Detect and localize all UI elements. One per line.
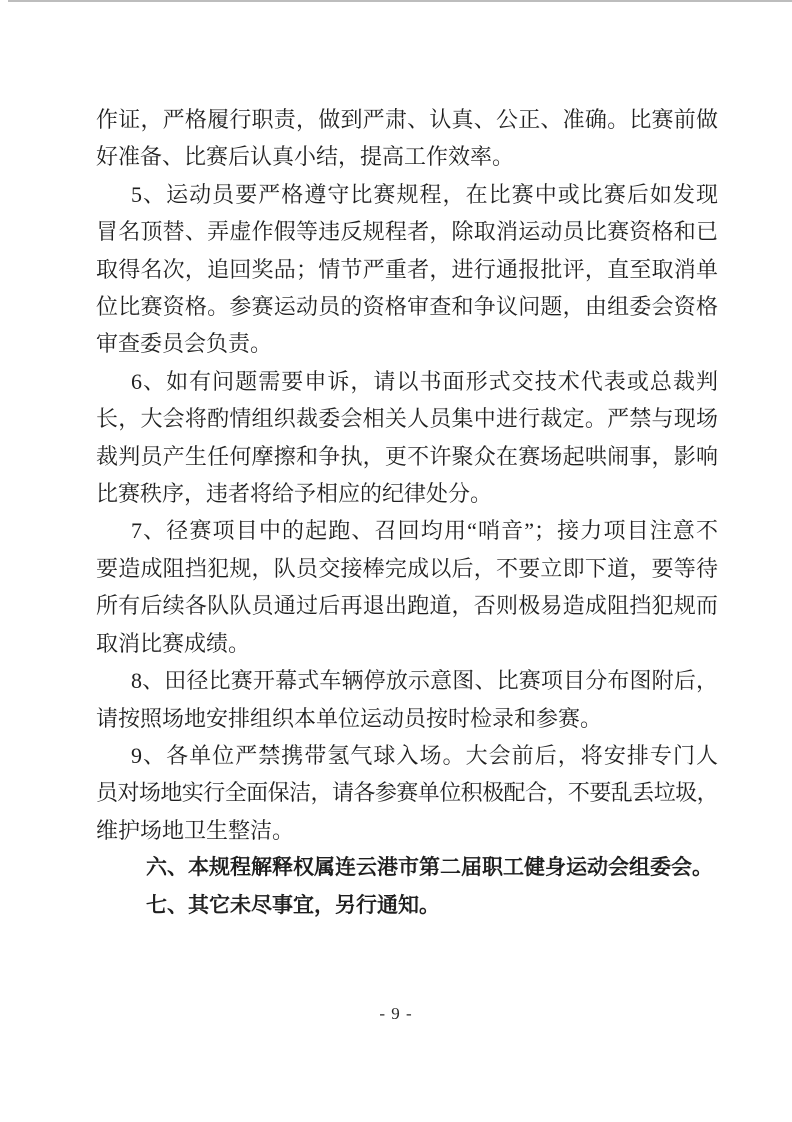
text-line: 取消比赛成绩。 <box>96 630 251 656</box>
text-line: 8、田径比赛开幕式车辆停放示意图、比赛项目分布图附后， <box>131 668 718 694</box>
text-line: 审查委员会负责。 <box>96 331 273 357</box>
scan-edge-line <box>8 0 792 2</box>
text-line: 六、本规程解释权属连云港市第二届职工健身运动会组委会。 <box>146 856 713 880</box>
text-line: 长，大会将酌情组织裁委会相关人员集中进行裁定。严禁与现场 <box>96 406 718 432</box>
text-line: 裁判员产生任何摩擦和争执，更不许聚众在赛场起哄闹事，影响 <box>96 443 718 469</box>
text-line: 请按照场地安排组织本单位运动员按时检录和参赛。 <box>96 705 603 731</box>
text-line: 冒名顶替、弄虚作假等违反规程者，除取消运动员比赛资格和已 <box>96 219 718 245</box>
text-line: 9、各单位严禁携带氢气球入场。大会前后，将安排专门人 <box>131 742 718 768</box>
text-body <box>96 101 718 924</box>
text-line: 7、径赛项目中的起跑、召回均用“哨音”；接力项目注意不 <box>131 518 718 544</box>
text-line: 位比赛资格。参赛运动员的资格审查和争议问题，由组委会资格 <box>96 294 718 320</box>
text-line: 员对场地实行全面保洁，请各参赛单位积极配合，不要乱丢垃圾， <box>96 780 718 806</box>
text-line: 作证，严格履行职责，做到严肃、认真、公正、准确。比赛前做 <box>96 107 718 132</box>
text-line: 5、运动员要严格遵守比赛规程，在比赛中或比赛后如发现 <box>131 181 718 207</box>
text-line: 比赛秩序，违者将给予相应的纪律处分。 <box>96 481 493 507</box>
page-number: - 9 - <box>379 1004 413 1023</box>
text-line: 取得名次，追回奖品；情节严重者，进行通报批评，直至取消单 <box>96 256 718 282</box>
text-line: 维护场地卫生整洁。 <box>96 817 295 843</box>
text-line: 所有后续各队队员通过后再退出跑道，否则极易造成阻挡犯规而 <box>96 593 718 619</box>
text-line: 要造成阻挡犯规，队员交接棒完成以后，不要立即下道，要等待 <box>96 555 718 581</box>
text-line: 好准备、比赛后认真小结，提高工作效率。 <box>96 144 515 170</box>
text-line: 6、如有问题需要申诉，请以书面形式交技术代表或总裁判 <box>131 368 718 394</box>
text-line: 七、其它未尽事宜，另行通知。 <box>146 893 440 917</box>
